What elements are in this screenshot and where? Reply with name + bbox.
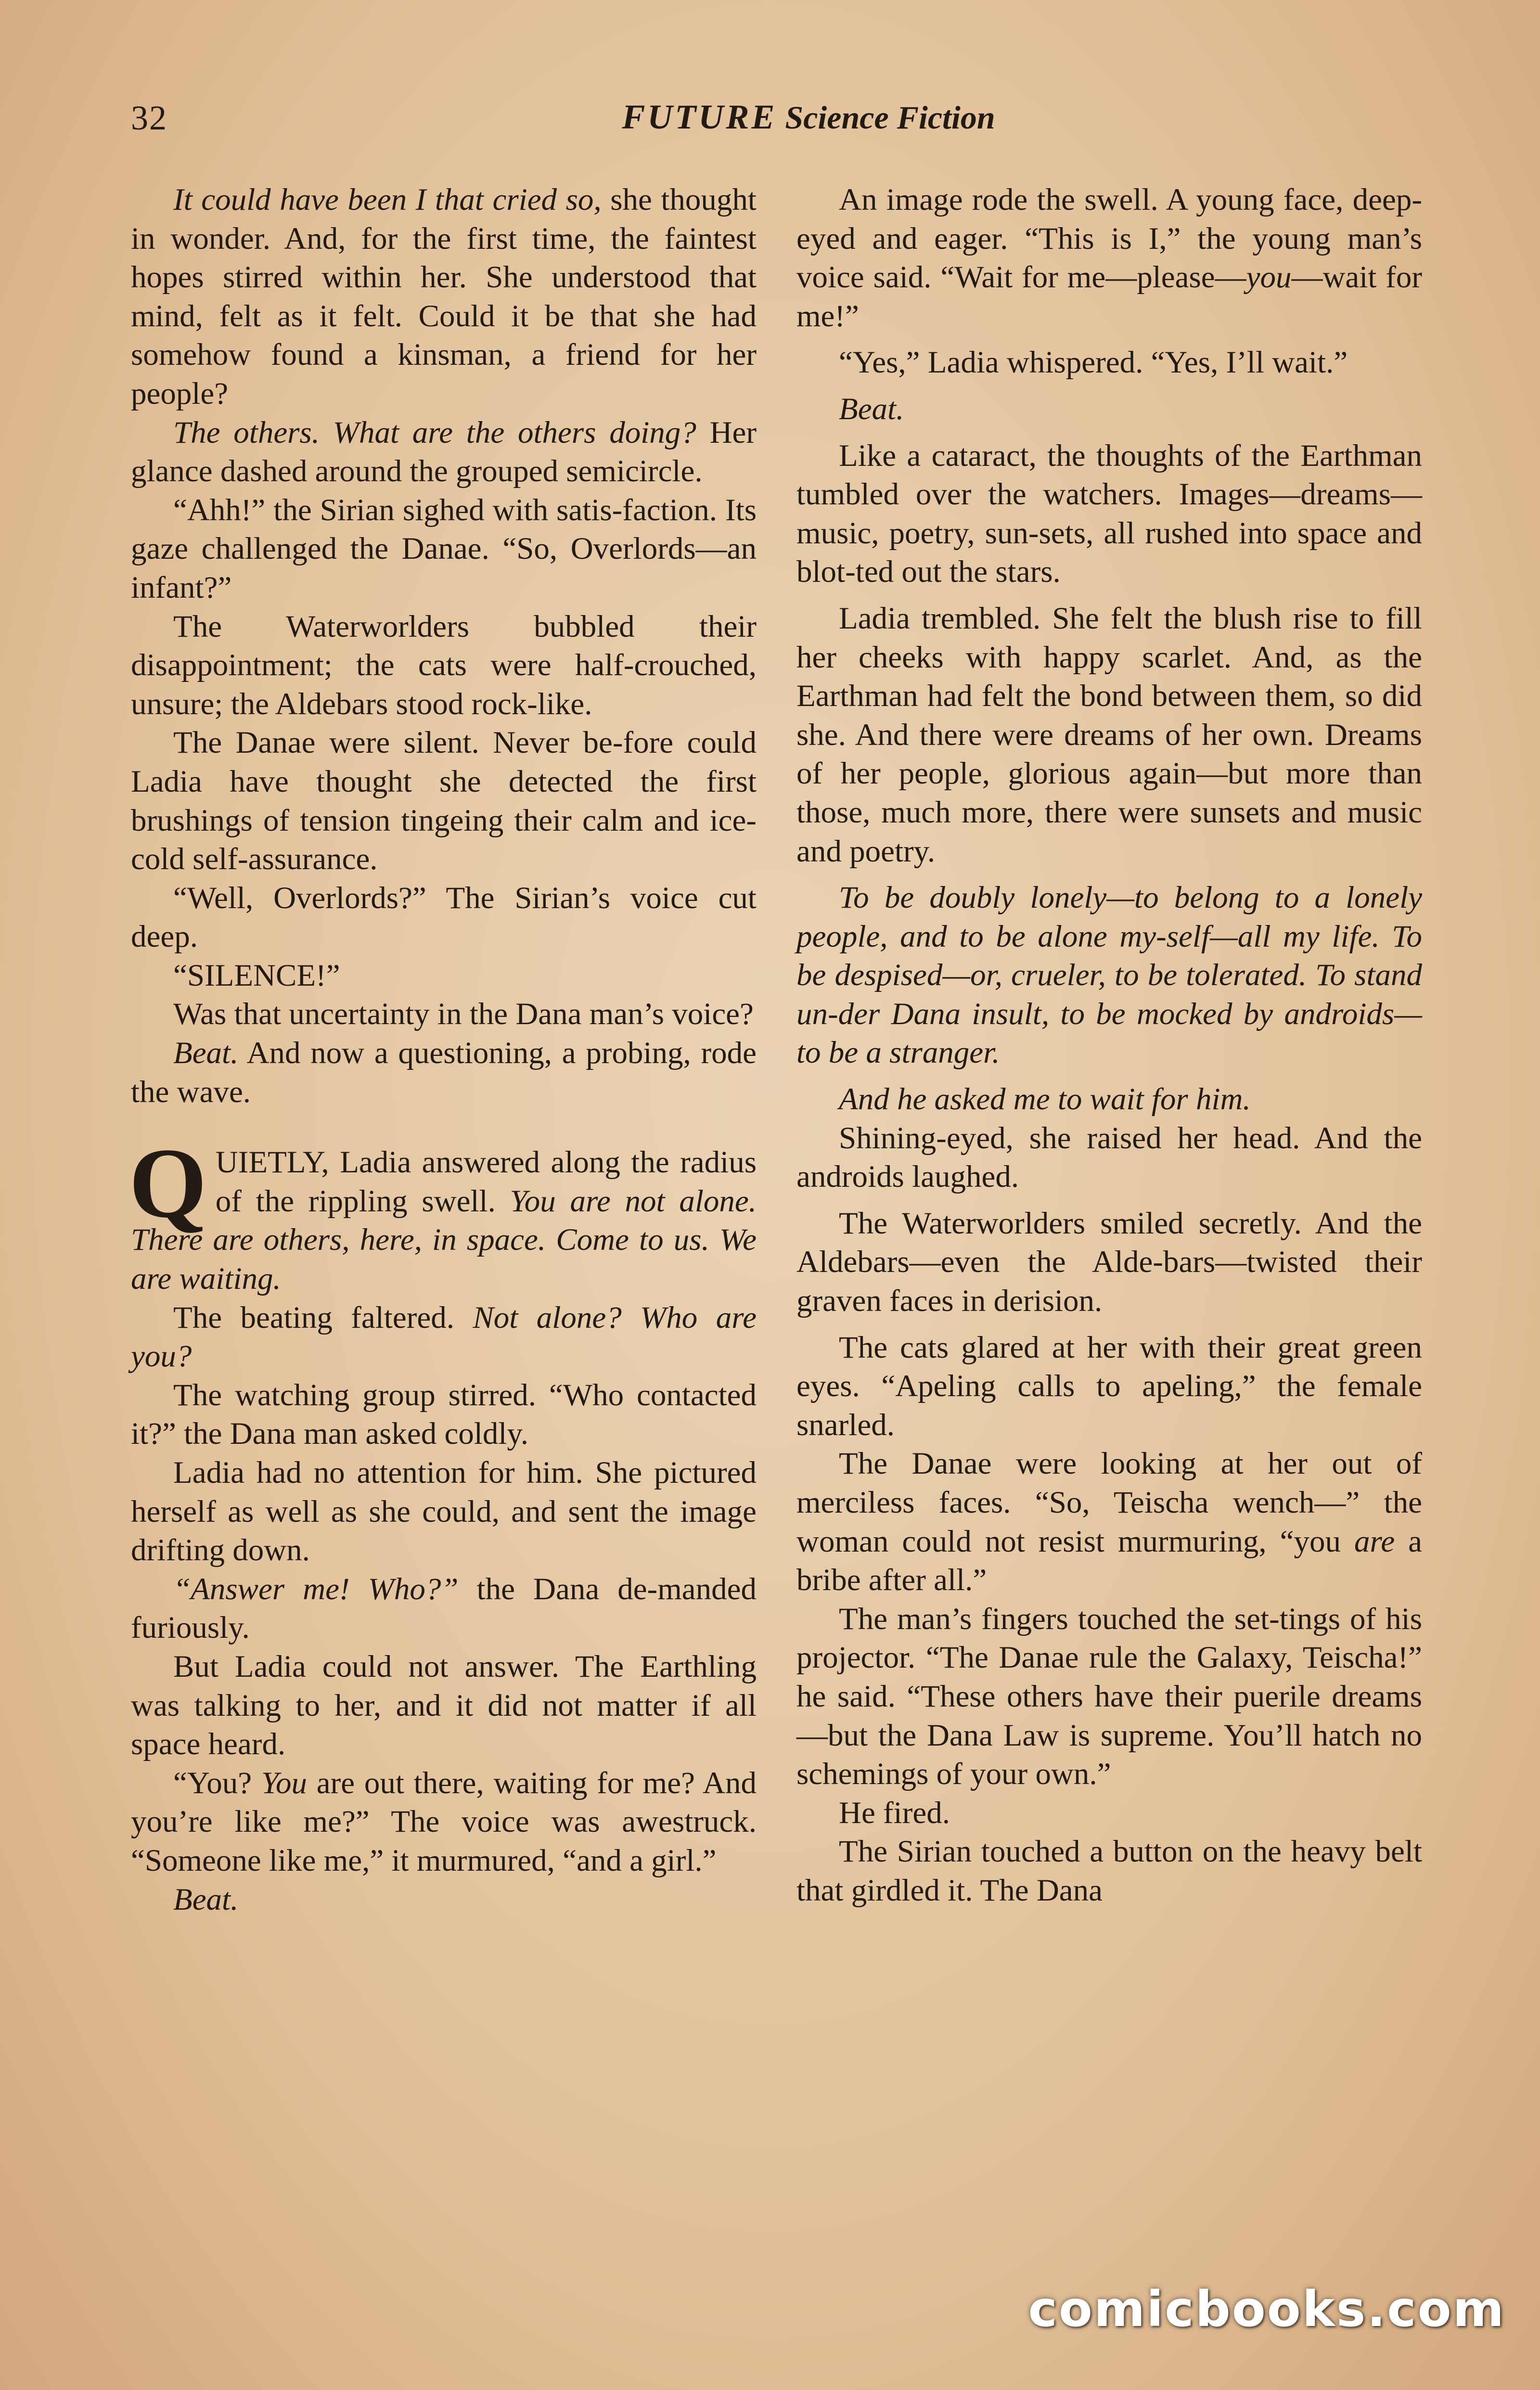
paragraph: The cats glared at her with their great green eyes. “Apeling calls to apeling,” the female snarled. <box>796 1330 1422 1442</box>
paragraph <box>131 1034 757 1111</box>
text: An image rode the swell. A young face, deep-eyed and eager. “This is I,” the young man’s voice said. “Wait for me—please— <box>796 182 1422 295</box>
paragraph: The Danae were silent. Never be-fore could Ladia have thought she detected the first brushings of tension tingeing their calm and ice-cold self-assurance. <box>131 725 757 877</box>
italic-text: You are not alone. There are others, here, in space. Come to us. We are waiting. <box>131 1183 757 1297</box>
italic-text: Beat. <box>173 1882 239 1917</box>
paragraph: Shining-eyed, she raised her head. And the androids laughed. <box>796 1120 1422 1195</box>
paragraph: “SILENCE!” <box>173 958 340 993</box>
paragraph: Ladia had no attention for him. She pictured herself as well as she could, and sent the image drifting down. <box>131 1455 757 1568</box>
text: are out there, waiting for me? And you’re like me?” The voice was awestruck. “Someone like me,” it murmured, “and a girl.” <box>131 1765 757 1878</box>
text: The beating faltered. <box>173 1300 473 1335</box>
italic-text: are <box>1354 1524 1395 1559</box>
text: “You? <box>173 1765 261 1800</box>
text: a bribe after all.” <box>796 1524 1422 1598</box>
running-head <box>525 95 1092 139</box>
italic-text: The others. What are the others doing? <box>173 415 696 450</box>
italic-text: “Answer me! Who?” <box>173 1571 459 1606</box>
paragraph <box>131 180 757 413</box>
italic-text: you <box>1246 260 1292 295</box>
italic-text: You <box>261 1765 308 1800</box>
paragraph <box>131 1298 757 1376</box>
magazine-title: FUTURE <box>622 98 777 136</box>
text: The Danae were looking at her out of merciless faces. “So, Teischa wench—” the woman could not resist murmuring, “you <box>796 1446 1422 1559</box>
paragraph <box>131 1570 757 1647</box>
italic-text: It could have been I that cried so, <box>173 182 602 217</box>
paragraph <box>796 390 1422 429</box>
paragraph: The Waterworlders bubbled their disappointment; the cats were half-crouched, unsure; the Aldebars stood rock-like. <box>131 609 757 721</box>
right-column <box>796 180 1422 1910</box>
text: —wait for me!” <box>796 260 1422 334</box>
paragraph: Was that uncertainty in the Dana man’s voice? <box>173 997 754 1032</box>
paragraph <box>129 1128 757 1298</box>
paragraph: Ladia trembled. She felt the blush rise to fill her cheeks with happy scarlet. And, as the Earthman had felt the bond between them, so did she. And there were dreams of her own. Dreams of her people, glorious again—but more than those, much more, there were sunsets and music and poetry. <box>796 601 1422 869</box>
paragraph: “Yes,” Ladia whispered. “Yes, I’ll wait.” <box>839 345 1348 380</box>
paragraph: Like a cataract, the thoughts of the Earthman tumbled over the watchers. Images—dreams—music, poetry, sun-sets, all rushed into space and blot-ted out the stars. <box>796 438 1422 590</box>
paragraph <box>796 878 1422 1072</box>
paragraph: “Ahh!” the Sirian sighed with satis-faction. Its gaze challenged the Danae. “So, Overlords—an infant?” <box>131 492 757 605</box>
paragraph: “Well, Overlords?” The Sirian’s voice cut deep. <box>131 880 757 954</box>
paragraph: He fired. <box>839 1795 950 1830</box>
paragraph: The man’s fingers touched the set-tings of his projector. “The Danae rule the Galaxy, Teischa!” he said. “These others have their puerile dreams—but the Dana Law is supreme. You’ll hatch no schemings of your own.” <box>796 1601 1422 1792</box>
italic-text: And he asked me to wait for him. <box>839 1082 1251 1117</box>
watermark: comicbooks.com <box>1028 2281 1505 2338</box>
italic-text: To be doubly lonely—to belong to a lonely people, and to be alone my-self—all my life. To be despised—or, crueler, to be tolerated. To stand un-der Dana insult, to be mocked by androids—to be a stranger. <box>796 880 1422 1070</box>
drop-cap: Q <box>129 1128 207 1239</box>
paragraph <box>796 180 1422 335</box>
paragraph <box>796 1080 1422 1119</box>
paragraph <box>131 1764 757 1880</box>
paragraph <box>131 1880 757 1919</box>
paragraph: The watching group stirred. “Who contacted it?” the Dana man asked coldly. <box>131 1377 757 1452</box>
magazine-subtitle: Science Fiction <box>785 99 995 136</box>
text: she thought in wonder. And, for the first time, the faintest hopes stirred within her. She understood that mind, felt as it felt. Could it be that she had somehow found a kinsman, a friend for her people? <box>131 182 757 411</box>
italic-text: Beat. <box>173 1036 239 1071</box>
paragraph <box>131 413 757 491</box>
page-number: 32 <box>131 99 167 137</box>
italic-text: Not alone? Who are you? <box>131 1300 757 1374</box>
text: the Dana de-manded furiously. <box>131 1571 757 1645</box>
italic-text: Beat. <box>839 391 904 426</box>
left-column <box>131 180 757 1919</box>
paragraph: The Sirian touched a button on the heavy belt that girdled it. The Dana <box>796 1834 1422 1908</box>
paragraph: But Ladia could not answer. The Earthling was talking to her, and it did not matter if all space heard. <box>131 1649 757 1762</box>
paragraph: The Waterworlders smiled secretly. And the Aldebars—even the Alde-bars—twisted their graven faces in derision. <box>796 1206 1422 1319</box>
text: And now a questioning, a probing, rode the wave. <box>131 1036 757 1109</box>
paragraph <box>796 1444 1422 1599</box>
text: Her glance dashed around the grouped semicircle. <box>131 415 757 489</box>
text: UIETLY, Ladia answered along the radius of the rippling swell. <box>215 1145 757 1219</box>
